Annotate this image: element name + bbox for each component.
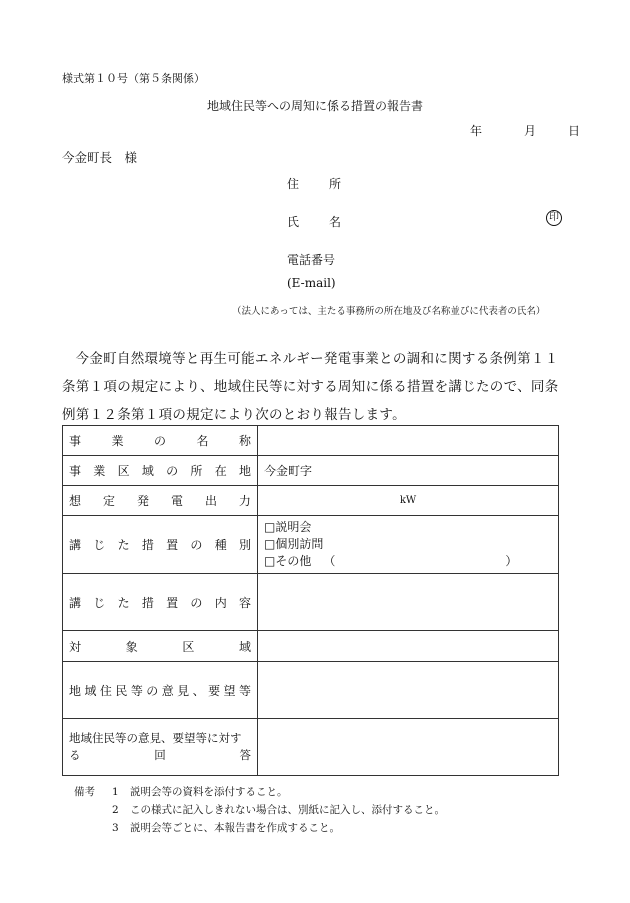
remark-item xyxy=(74,801,445,819)
label-char: 答 xyxy=(239,748,251,762)
label-char: 等 xyxy=(238,683,251,698)
value-residents-opinions[interactable] xyxy=(258,662,559,719)
address-label-char: 所 xyxy=(329,177,342,191)
label-char: 区 xyxy=(117,464,130,478)
report-table xyxy=(62,425,559,776)
label-char: 望 xyxy=(223,683,236,698)
label-response xyxy=(63,719,258,776)
table-row xyxy=(63,516,559,574)
label-char: る xyxy=(69,748,81,762)
table-row xyxy=(63,486,559,516)
label-char: 区 xyxy=(182,639,195,654)
paren-open: （ xyxy=(323,554,336,568)
label-char: 力 xyxy=(238,494,251,508)
label-char: 等 xyxy=(130,683,143,698)
option-individual-visit[interactable]: □個別訪問 xyxy=(264,537,324,551)
label-char: 出 xyxy=(204,494,217,508)
label-char: 定 xyxy=(102,494,115,508)
label-char: 置 xyxy=(166,538,179,552)
label-char: の xyxy=(146,683,159,698)
address-label-char: 住 xyxy=(287,177,300,191)
label-char: じ xyxy=(93,538,106,552)
label-chars xyxy=(69,462,251,479)
label-char: 業 xyxy=(93,464,106,478)
name-label-char: 名 xyxy=(329,215,342,229)
label-char: 業 xyxy=(111,434,124,448)
value-measure-content[interactable] xyxy=(258,574,559,631)
label-char: 、 xyxy=(192,683,205,698)
label-chars xyxy=(69,682,251,699)
label-char: の xyxy=(190,538,203,552)
label-chars xyxy=(69,536,251,553)
value-target-area[interactable] xyxy=(258,631,559,662)
label-char: 在 xyxy=(214,464,227,478)
label-char: 置 xyxy=(166,595,179,610)
phone-label: 電話番号 xyxy=(287,253,336,267)
value-project-name[interactable] xyxy=(258,426,559,456)
remark-number: 1 xyxy=(112,786,119,798)
label-measure-type xyxy=(63,516,258,574)
remarks-heading: 備考 xyxy=(74,786,95,798)
label-char: 発 xyxy=(136,494,149,508)
label-char: 措 xyxy=(141,595,154,610)
table-row xyxy=(63,426,559,456)
value-measure-type xyxy=(258,516,559,574)
form-number: 様式第１０号（第５条関係） xyxy=(62,72,205,85)
label-char: 事 xyxy=(69,434,82,448)
table-row xyxy=(63,662,559,719)
label-char: 事 xyxy=(69,464,82,478)
date-year: 年 xyxy=(470,124,483,138)
label-char: 域 xyxy=(84,683,97,698)
label-char: 容 xyxy=(238,595,251,610)
value-response[interactable] xyxy=(258,719,559,776)
date-line xyxy=(470,122,580,139)
remark-text: この様式に記入しきれない場合は、別紙に記入し、添付すること。 xyxy=(130,804,445,816)
label-char: の xyxy=(153,434,166,448)
document-title: 地域住民等への周知に係る措置の報告書 xyxy=(206,99,423,113)
remark-text: 説明会等の資料を添付すること。 xyxy=(130,786,288,798)
label-char: 対 xyxy=(69,639,82,654)
label-project-name xyxy=(63,426,258,456)
remarks xyxy=(74,783,445,837)
label-char: の xyxy=(190,595,203,610)
label-project-location xyxy=(63,456,258,486)
name-label-char: 氏 xyxy=(287,215,300,229)
table-row xyxy=(63,456,559,486)
label-char: 称 xyxy=(238,434,251,448)
remark-number: 2 xyxy=(112,804,119,816)
label-char: 措 xyxy=(141,538,154,552)
remark-item xyxy=(74,783,445,801)
label-char: 講 xyxy=(69,538,82,552)
option-briefing-session[interactable]: □説明会 xyxy=(264,520,312,534)
label-char: 意 xyxy=(161,683,174,698)
value-expected-output[interactable]: kW xyxy=(258,486,559,516)
table-row xyxy=(63,631,559,662)
remark-text: 説明会等ごとに、本報告書を作成すること。 xyxy=(130,822,340,834)
table-row xyxy=(63,719,559,776)
date-day: 日 xyxy=(568,124,581,138)
label-char: 見 xyxy=(177,683,190,698)
label-char: 域 xyxy=(141,464,154,478)
label-char: 地 xyxy=(69,683,82,698)
corporation-note: （法人にあっては、主たる事務所の所在地及び名称並びに代表者の氏名） xyxy=(232,306,546,317)
option-other[interactable] xyxy=(264,553,552,570)
label-char: た xyxy=(117,538,130,552)
table-row xyxy=(63,574,559,631)
label-char: 住 xyxy=(99,683,112,698)
email-label: (E-mail) xyxy=(287,276,336,290)
label-char: 地 xyxy=(238,464,251,478)
label-char: 要 xyxy=(208,683,221,698)
label-response-line2 xyxy=(69,747,251,764)
label-char: 回 xyxy=(154,748,166,762)
label-chars xyxy=(69,638,251,655)
label-char: 象 xyxy=(125,639,138,654)
label-char: 別 xyxy=(238,538,251,552)
label-char: 民 xyxy=(115,683,128,698)
remark-item xyxy=(74,819,445,837)
label-response-line1: 地域住民等の意見、要望等に対す xyxy=(69,731,242,745)
label-char: 域 xyxy=(238,639,251,654)
label-char: 種 xyxy=(214,538,227,552)
value-project-location[interactable]: 今金町字 xyxy=(258,456,559,486)
paren-close: ） xyxy=(505,554,518,568)
label-char: 名 xyxy=(196,434,209,448)
addressee: 今金町長 様 xyxy=(62,150,138,165)
label-measure-content xyxy=(63,574,258,631)
remark-number: 3 xyxy=(112,822,119,834)
label-chars xyxy=(69,492,251,509)
seal-mark: 印 xyxy=(546,210,562,226)
label-char: 講 xyxy=(69,595,82,610)
label-char: じ xyxy=(93,595,106,610)
label-expected-output xyxy=(63,486,258,516)
name-label xyxy=(287,213,341,230)
label-chars xyxy=(69,594,251,611)
label-chars xyxy=(69,432,251,449)
label-char: 内 xyxy=(214,595,227,610)
address-label xyxy=(287,175,341,192)
report-body: 今金町自然環境等と再生可能エネルギー発電事業との調和に関する条例第１１条第１項の規定により、地域住民等に対する周知に係る措置を講じたので、同条例第１２条第１項の規定により次のとおり報告します。 xyxy=(62,351,559,423)
label-char: 電 xyxy=(170,494,183,508)
label-char: 想 xyxy=(69,494,82,508)
label-char: の xyxy=(166,464,179,478)
label-residents-opinions xyxy=(63,662,258,719)
option-other-label: □その他 xyxy=(264,554,312,568)
label-target-area xyxy=(63,631,258,662)
label-char: 所 xyxy=(190,464,203,478)
label-char: た xyxy=(117,595,130,610)
date-month: 月 xyxy=(524,124,537,138)
